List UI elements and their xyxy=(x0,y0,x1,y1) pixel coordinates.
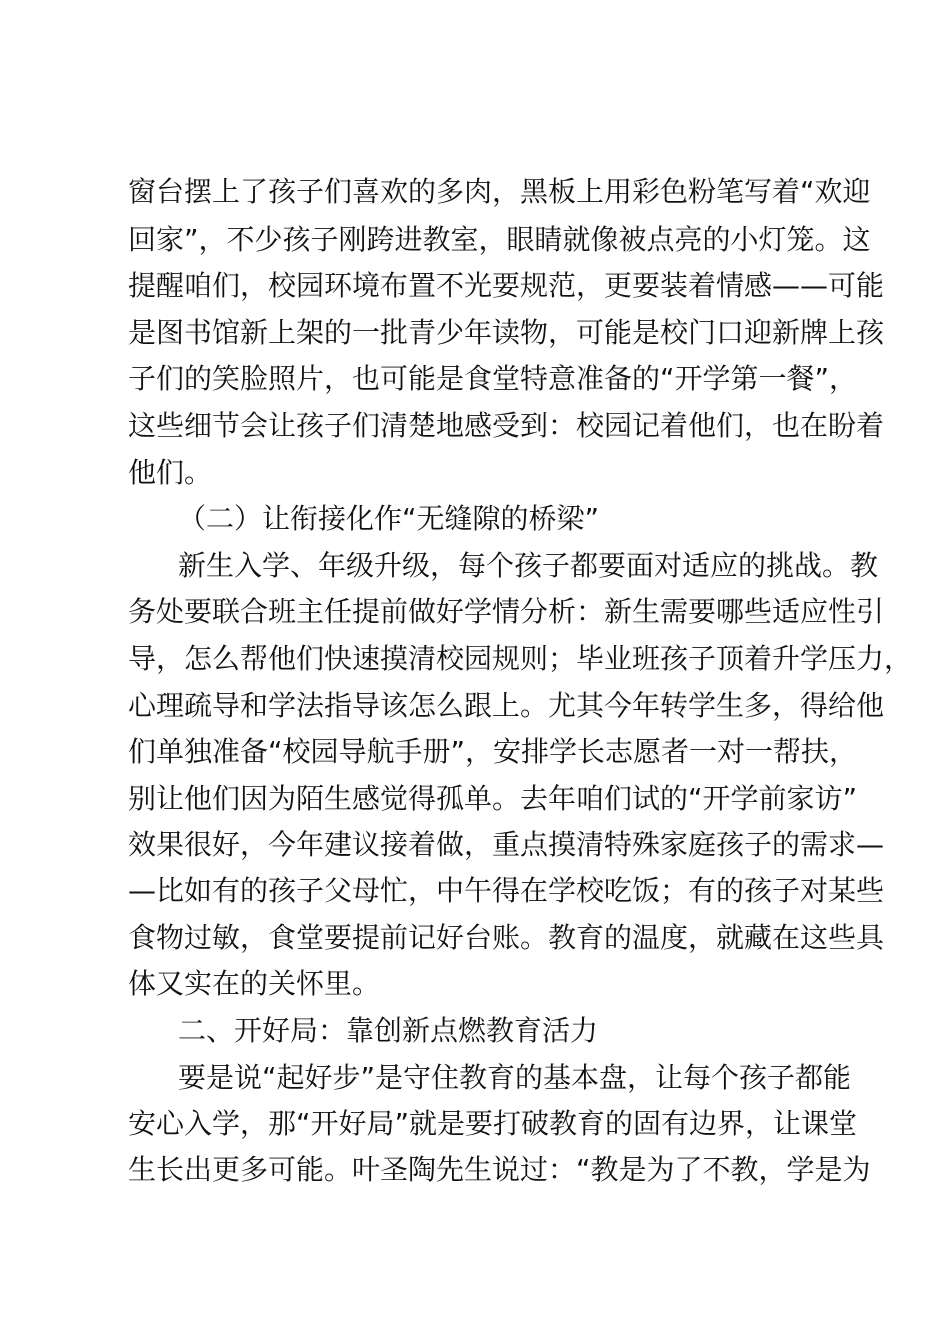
text-line: 窗台摆上了孩子们喜欢的多肉，黑板上用彩色粉笔写着“欢迎 xyxy=(128,175,871,208)
text-line: 生长出更多可能。叶圣陶先生说过：“教是为了不教，学是为 xyxy=(128,1153,871,1186)
text-line: 是图书馆新上架的一批青少年读物，可能是校门口迎新牌上孩 xyxy=(128,316,885,349)
text-line: 效果很好，今年建议接着做，重点摸清特殊家庭孩子的需求— xyxy=(128,828,885,861)
text-line: 心理疏导和学法指导该怎么跟上。尤其今年转学生多，得给他 xyxy=(128,689,885,722)
text-line: 他们。 xyxy=(128,456,213,489)
text-line: 务处要联合班主任提前做好学情分析：新生需要哪些适应性引 xyxy=(128,595,885,628)
text-line: 子们的笑脸照片，也可能是食堂特意准备的“开学第一餐”， xyxy=(128,362,858,395)
text-line: 别让他们因为陌生感觉得孤单。去年咱们试的“开学前家访” xyxy=(128,782,858,815)
section-heading: 二、开好局：靠创新点燃教育活力 xyxy=(178,1014,599,1047)
section-heading: （二）让衔接化作“无缝隙的桥梁” xyxy=(178,502,600,535)
text-line: 导，怎么帮他们快速摸清校园规则；毕业班孩子顶着升学压力， xyxy=(128,642,913,675)
text-line: 要是说“起好步”是守住教育的基本盘，让每个孩子都能 xyxy=(178,1061,852,1094)
text-line: 提醒咱们，校园环境布置不光要规范，更要装着情感——可能 xyxy=(128,269,885,302)
text-line: 回家”，不少孩子刚跨进教室，眼睛就像被点亮的小灯笼。这 xyxy=(128,223,871,256)
text-line: 体又实在的关怀里。 xyxy=(128,967,381,1000)
text-line: 们单独准备“校园导航手册”，安排学长志愿者一对一帮扶， xyxy=(128,735,858,768)
text-line: 安心入学，那“开好局”就是要打破教育的固有边界，让课堂 xyxy=(128,1107,858,1140)
text-line: 新生入学、年级升级，每个孩子都要面对适应的挑战。教 xyxy=(178,549,879,582)
text-line: —比如有的孩子父母忙，中午得在学校吃饭；有的孩子对某些 xyxy=(128,874,885,907)
text-line: 这些细节会让孩子们清楚地感受到：校园记着他们，也在盼着 xyxy=(128,409,885,442)
text-line: 食物过敏，食堂要提前记好台账。教育的温度，就藏在这些具 xyxy=(128,921,885,954)
